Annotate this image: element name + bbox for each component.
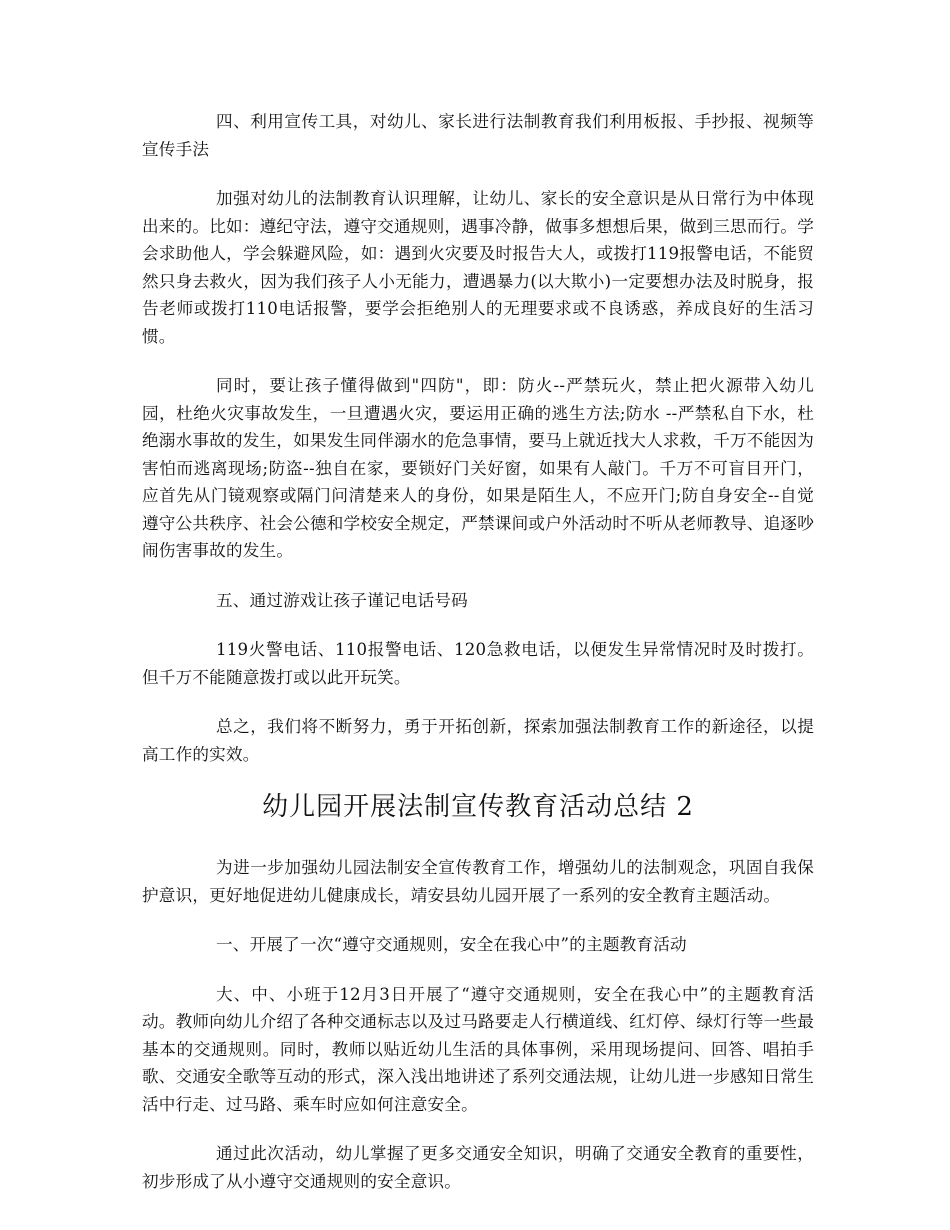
- paragraph-traffic-rules: 大、中、小班于12月3日开展了“遵守交通规则，安全在我心中”的主题教育活动。教师向幼儿介绍了各种交通标志以及过马路要走人行横道线、红灯停、绿灯行等一些最基本的交通规则。同时，教师以贴近幼儿生活的具体事例，采用现场提问、回答、唱拍手歌、交通安全歌等互动的形式，深入浅出地讲述了系列交通法规，让幼儿进一步感知日常生活中行走、过马路、乘车时应如何注意安全。: [142, 984, 814, 1114]
- paragraph-introduction: 为进一步加强幼儿园法制安全宣传教育工作，增强幼儿的法制观念，巩固自我保护意识，更好地促进幼儿健康成长，靖安县幼儿园开展了一系列的安全教育主题活动。: [142, 858, 814, 905]
- paragraph-four-preventions: 同时，要让孩子懂得做到"四防"，即：防火--严禁玩火，禁止把火源带入幼儿园，杜绝火灾事故发生，一旦遭遇火灾，要运用正确的逃生方法;防水 --严禁私自下水，杜绝溺水事故的发生，如果发生同伴溺水的危急事情，要马上就近找大人求救，千万不能因为害怕而逃离现场;防盗--独自在家，要锁好门关好窗，如果有人敲门。千万不可盲目开门，应首先从门镜观察或隔门问清楚来人的身份，如果是陌生人，不应开门;防自身安全--自觉遵守公共秩序、社会公德和学校安全规定，严禁课间或户外活动时不听从老师教导、追逐吵闹伤害事故的发生。: [142, 376, 814, 560]
- document-title: 幼儿园开展法制宣传教育活动总结 2: [262, 792, 694, 822]
- document-body: [142, 108, 814, 1217]
- heading-activity-one: 一、开展了一次“遵守交通规则，安全在我心中”的主题教育活动: [216, 935, 687, 954]
- paragraph-conclusion: 总之，我们将不断努力，勇于开拓创新，探索加强法制教育工作的新途径，以提高工作的实效。: [142, 717, 814, 764]
- heading-section-four: 四、利用宣传工具，对幼儿、家长进行法制教育我们利用板报、手抄报、视频等宣传手法: [142, 112, 814, 159]
- paragraph-activity-outcome: 通过此次活动，幼儿掌握了更多交通安全知识，明确了交通安全教育的重要性，初步形成了从小遵守交通规则的安全意识。: [142, 1144, 814, 1191]
- paragraph-emergency-numbers: 119火警电话、110报警电话、120急救电话，以便发生异常情况时及时拨打。但千万不能随意拨打或以此开玩笑。: [142, 640, 814, 687]
- heading-section-five: 五、通过游戏让孩子谨记电话号码: [216, 590, 468, 610]
- paragraph-legal-awareness: 加强对幼儿的法制教育认识理解，让幼儿、家长的安全意识是从日常行为中体现出来的。比如：遵纪守法，遵守交通规则，遇事冷静，做事多想想后果，做到三思而行。学会求助他人，学会躲避风险，如：遇到火灾要及时报告大人，或拨打119报警电话，不能贸然只身去救火，因为我们孩子人小无能力，遭遇暴力(以大欺小)一定要想办法及时脱身，报告老师或拨打110电话报警，要学会拒绝别人的无理要求或不良诱惑，养成良好的生活习惯。: [142, 189, 814, 346]
